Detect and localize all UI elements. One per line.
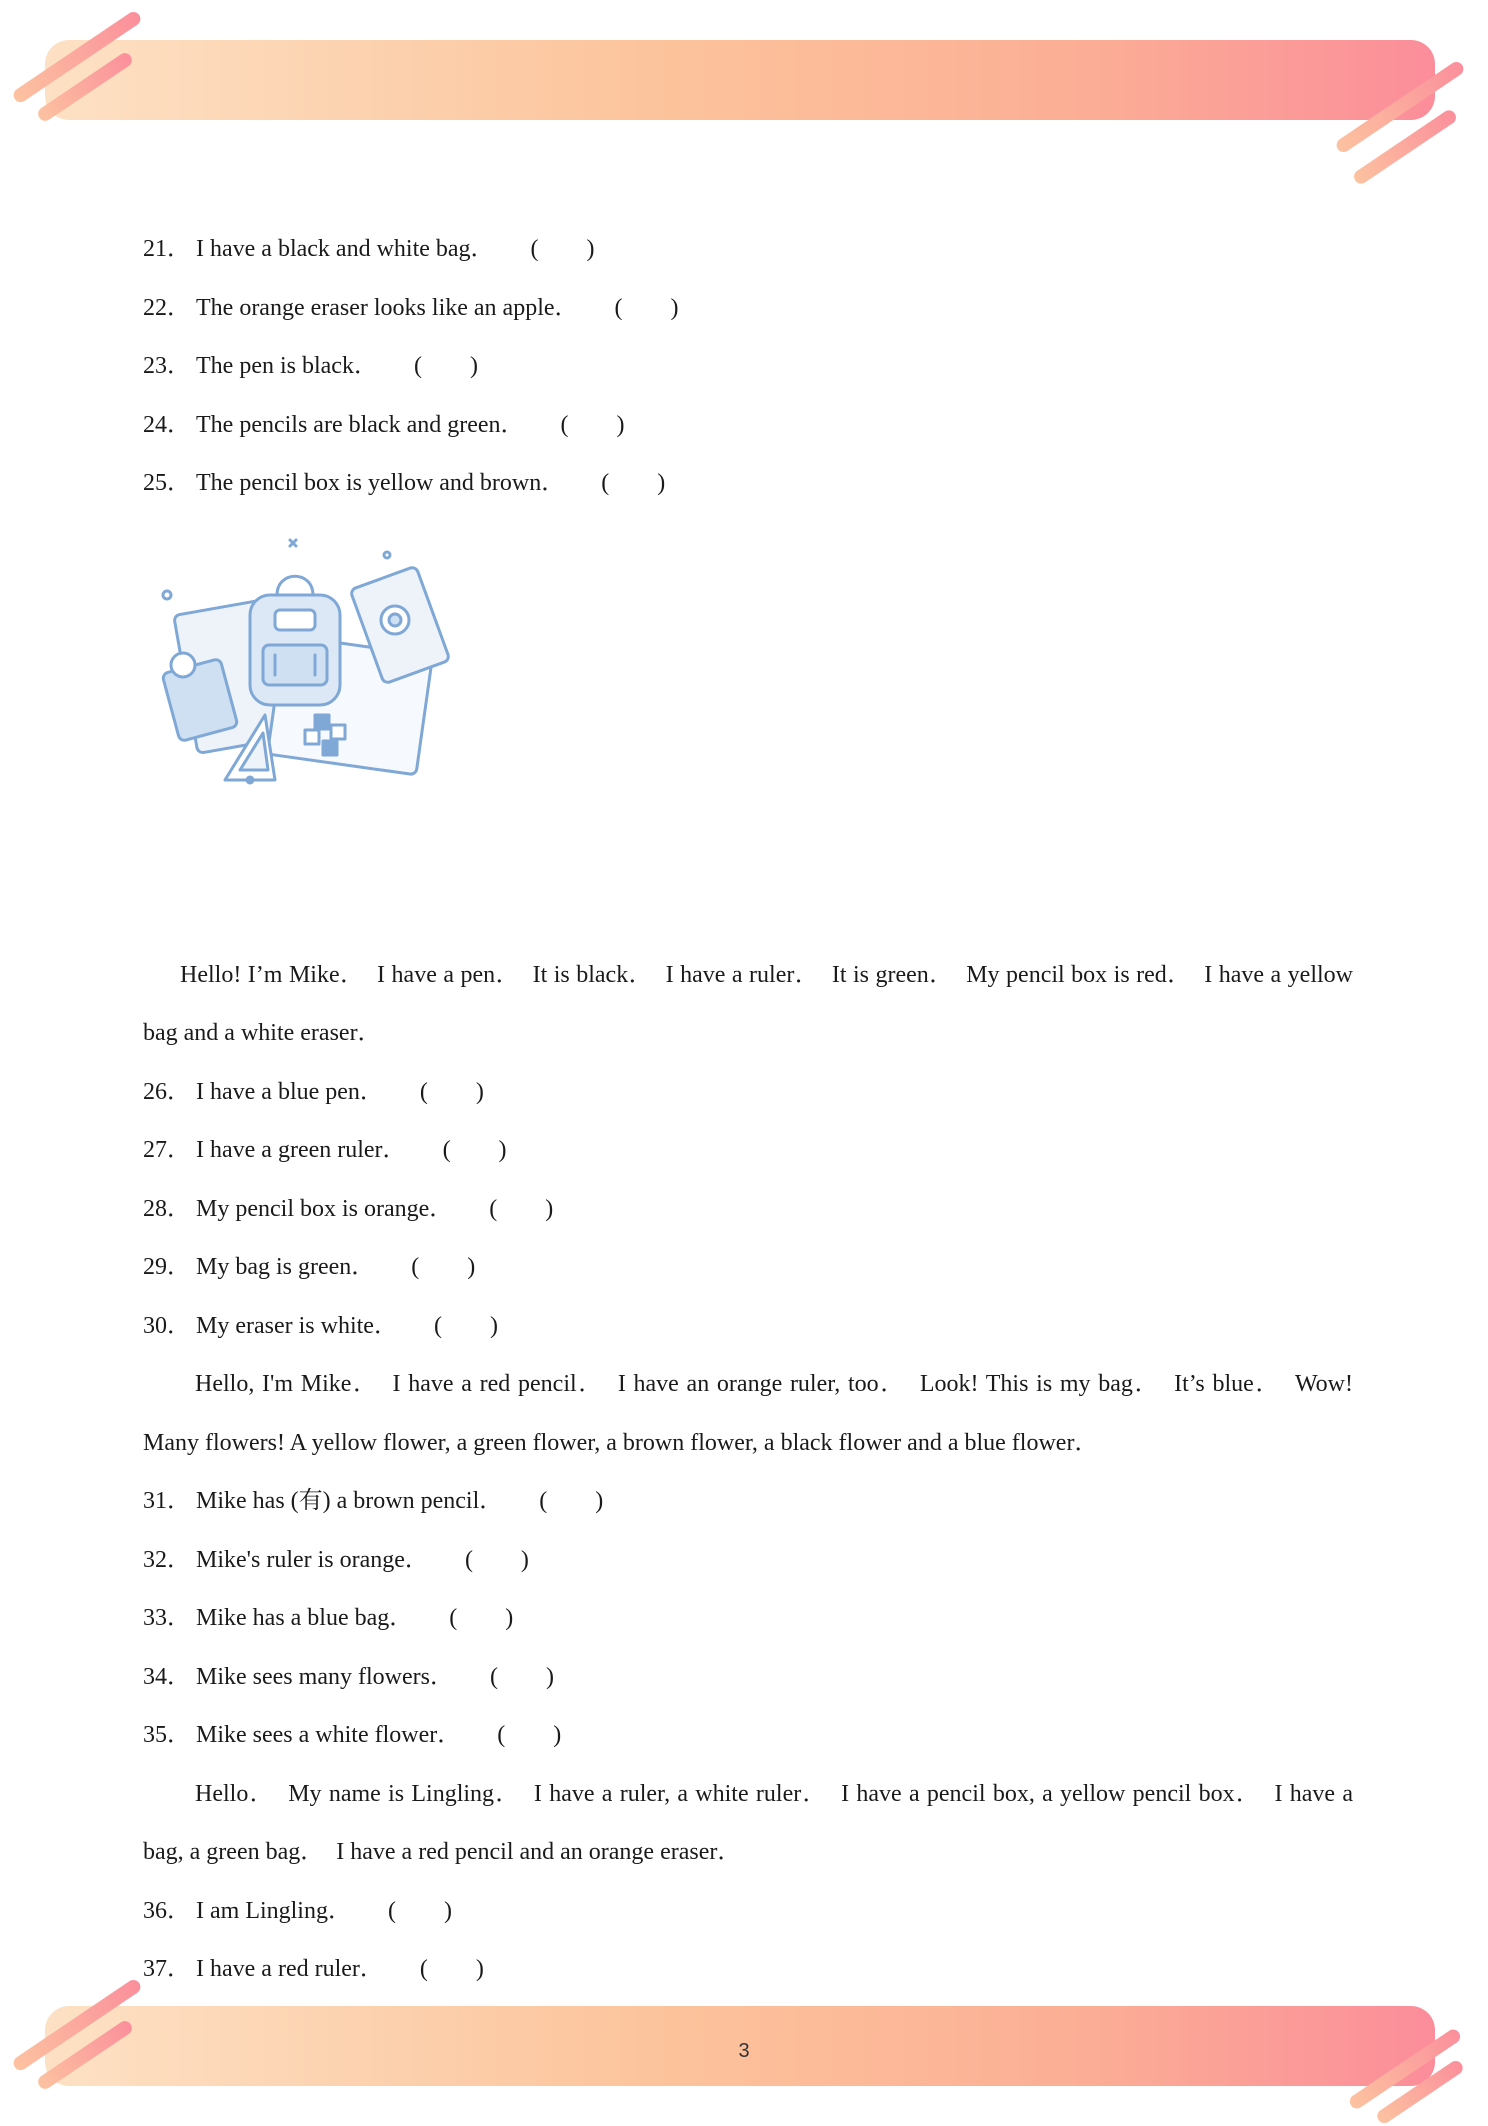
question-text: Mike sees a white flower． xyxy=(196,1722,462,1748)
question-text: I have a blue pen． xyxy=(196,1078,384,1105)
question-25: 25． The pencil box is yellow and brown． ( ) xyxy=(143,454,1353,513)
question-text: The pen is black． xyxy=(196,353,378,379)
question-text: My pencil box is orange． xyxy=(196,1195,454,1222)
question-37: 37． I have a red ruler． ( ) xyxy=(143,1940,1353,1999)
question-30: 30． My eraser is white． ( ) xyxy=(143,1297,1353,1356)
question-29: 29． My bag is green． ( ) xyxy=(143,1238,1353,1297)
question-group-36-37 xyxy=(143,1882,1353,1999)
answer-blank[interactable]: ( ) xyxy=(419,1956,484,1982)
question-22: 22． The orange eraser looks like an apple． ( ) xyxy=(143,279,1353,338)
question-text: Mike has (有) a brown pencil． xyxy=(196,1488,504,1514)
answer-blank[interactable]: ( ) xyxy=(411,1254,476,1280)
header-banner xyxy=(45,40,1435,120)
answer-blank[interactable]: ( ) xyxy=(539,1488,604,1514)
question-24: 24． The pencils are black and green． ( ) xyxy=(143,396,1353,455)
question-21: 21． I have a black and white bag． ( ) xyxy=(143,220,1353,279)
question-text: I have a green ruler． xyxy=(196,1137,407,1163)
question-27: 27． I have a green ruler． ( ) xyxy=(143,1121,1353,1180)
answer-blank[interactable]: ( ) xyxy=(489,1663,554,1690)
question-text: The pencils are black and green． xyxy=(196,411,525,438)
answer-blank[interactable]: ( ) xyxy=(489,1195,554,1222)
answer-blank[interactable]: ( ) xyxy=(419,1078,484,1105)
reading-passage-lingling: Hello． My name is Lingling． I have a ruler, a white ruler． I have a pencil box, a yellow pencil box． I have a bag, a green bag． I have a red pencil and an orange eraser． xyxy=(143,1780,1353,1865)
answer-blank[interactable]: ( ) xyxy=(601,470,666,496)
answer-blank[interactable]: ( ) xyxy=(442,1137,507,1163)
answer-blank[interactable]: ( ) xyxy=(413,353,478,379)
answer-blank[interactable]: ( ) xyxy=(614,294,679,321)
question-28: 28． My pencil box is orange． ( ) xyxy=(143,1180,1353,1239)
question-text: Mike has a blue bag． xyxy=(196,1605,414,1631)
question-36: 36． I am Lingling． ( ) xyxy=(143,1882,1353,1941)
question-text: I am Lingling． xyxy=(196,1897,352,1924)
reading-passage-mike-2: Hello, I'm Mike． I have a red pencil． I have an orange ruler, too． Look! This is my bag． It’s blue． Wow! Many flowers! A yellow flower, a green flower, a brown flower, a black flower and a blue flower． xyxy=(143,1371,1353,1456)
question-text: My eraser is white． xyxy=(196,1312,398,1339)
answer-blank[interactable]: ( ) xyxy=(497,1722,562,1748)
question-35: 35． Mike sees a white flower． ( ) xyxy=(143,1706,1353,1765)
question-text: Mike sees many flowers． xyxy=(196,1663,454,1690)
reading-passage-mike-1: Hello! I’m Mike． I have a pen． It is black． I have a ruler． It is green． My pencil box is red． I have a yellow bag and a white eraser． xyxy=(143,961,1353,1046)
answer-blank[interactable]: ( ) xyxy=(387,1897,452,1924)
worksheet-content xyxy=(143,220,1353,1999)
question-text: I have a red ruler． xyxy=(196,1956,384,1982)
question-text: The orange eraser looks like an apple． xyxy=(196,294,579,321)
question-23: 23． The pen is black． ( ) xyxy=(143,337,1353,396)
answer-blank[interactable]: ( ) xyxy=(530,236,595,262)
answer-blank[interactable]: ( ) xyxy=(560,411,625,438)
question-group-26-30 xyxy=(143,1063,1353,1356)
page-number: 3 xyxy=(738,2040,750,2062)
question-33: 33． Mike has a blue bag． ( ) xyxy=(143,1589,1353,1648)
question-26: 26． I have a blue pen． ( ) xyxy=(143,1063,1353,1122)
question-group-21-25 xyxy=(143,220,1353,513)
question-text: I have a black and white bag． xyxy=(196,236,495,262)
question-31: 31． Mike has (有) a brown pencil． ( ) xyxy=(143,1472,1353,1531)
question-34: 34． Mike sees many flowers． ( ) xyxy=(143,1648,1353,1707)
question-group-31-35 xyxy=(143,1472,1353,1765)
answer-blank[interactable]: ( ) xyxy=(449,1605,514,1631)
question-text: Mike's ruler is orange． xyxy=(196,1546,429,1573)
school-supplies-illustration xyxy=(155,525,475,795)
question-32: 32． Mike's ruler is orange． ( ) xyxy=(143,1531,1353,1590)
question-text: My bag is green． xyxy=(196,1254,376,1280)
answer-blank[interactable]: ( ) xyxy=(433,1312,498,1339)
answer-blank[interactable]: ( ) xyxy=(464,1546,529,1573)
question-text: The pencil box is yellow and brown． xyxy=(196,470,566,496)
